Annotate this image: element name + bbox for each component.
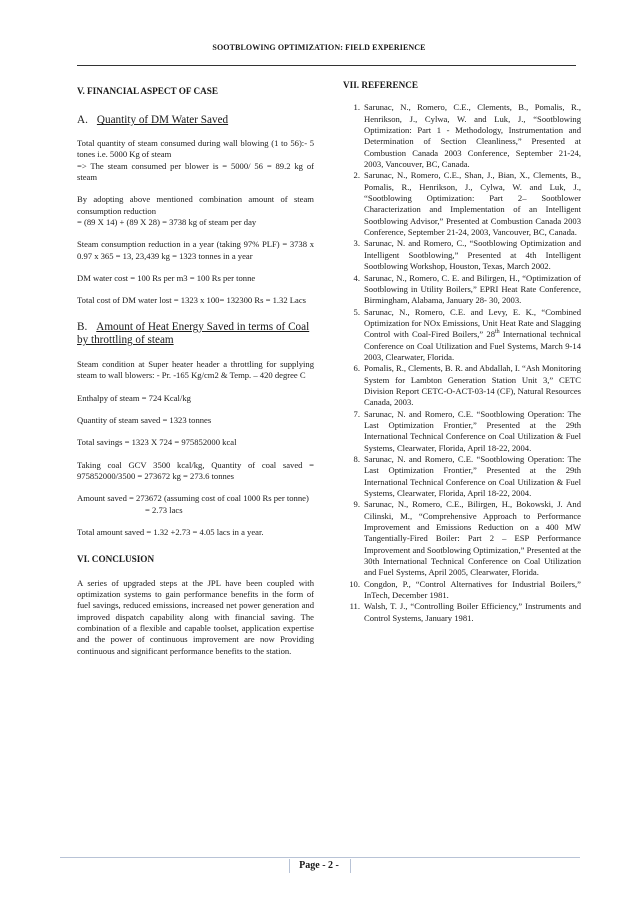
amount-saved-paragraph: Amount saved = 273672 (assuming cost of coal 1000 Rs per tonne) (77, 493, 309, 504)
subsection-b-heading (77, 321, 314, 348)
reference-item: 4. Sarunac, N., Romero, C. E. and Bilirgen, H., “Optimization of Sootblowing in Utility Boilers,” EPRI Heat Rate Conference, Birmingham, Alabama, January 28- 30, 2003. (353, 272, 581, 306)
subsection-b-label: B. (77, 320, 88, 333)
right-column (343, 80, 581, 624)
steam-condition-paragraph: Steam condition at Super heater header a throttling for supplying steam to wall blowers: - Pr. -165 Kg/cm2 & Temp. – 420 degree C (77, 358, 314, 381)
yearly-reduction-paragraph: Steam consumption reduction in a year (taking 97% PLF) = 3738 x 0.97 x 365 = 13, 23,439 kg = 1323 tonnes in a year (77, 239, 314, 261)
reference-list (343, 102, 581, 624)
conclusion-paragraph: A series of upgraded steps at the JPL have been coupled with optimization systems to gain performance benefits in the form of fuel savings, reduced emissions, increased net power generation and improved dispatch capability along with financial saving. The combination of a flexible and capable toolset, application expertise and the power of continuous improvement are now Providing continuous and significant performance benefits to the station. (77, 577, 314, 656)
reference-item: 5. Sarunac, N., Romero, C.E. and Levy, E. K., “Combined Optimization for NOx Emissions, Unit Heat Rate and Slagging Control with Coal-Fired Boilers,” 28th International technical Conference on Coal Utilization and Fuel Systems, March 9-14 2003, Clearwater, Florida. (353, 306, 582, 362)
steam-saved-paragraph: Quantity of steam saved = 1323 tonnes (77, 414, 212, 425)
total-amount-paragraph: Total amount saved = 1.32 +2.73 = 4.05 lacs in a year. (77, 527, 264, 537)
left-column (77, 86, 314, 657)
page-number: Page - 2 - (299, 860, 339, 871)
enthalpy-paragraph: Enthalpy of steam = 724 Kcal/kg (77, 392, 191, 403)
subsection-a-heading (77, 114, 314, 128)
subsection-a-label: A. (77, 114, 88, 127)
dm-water-cost-paragraph: DM water cost = 100 Rs per m3 = 100 Rs per tonne (77, 273, 256, 284)
financial-aspect-heading: V. FINANCIAL ASPECT OF CASE (77, 86, 218, 96)
subsection-b-title: Amount of Heat Energy Saved in terms of Coal by throttling of steam (77, 320, 310, 347)
header-rule (77, 65, 576, 66)
conclusion-heading: VI. CONCLUSION (77, 554, 155, 565)
steam-reduction-paragraph: By adopting above mentioned combination amount of steam consumption reduction = (89 X 14) + (89 X 28) = 3738 kg of steam per day (77, 194, 314, 227)
reference-item: 7. Sarunac, N. and Romero, C.E. “Sootblowing Operation: The Last Optimization Frontier,” Presented at the 29th International Technical Conference on Coal Utilization & Fuel Systems, Clearwater, Florida, April 18-22, 2004. (353, 408, 581, 453)
reference-item: 2. Sarunac, N., Romero, C.E., Shan, J., Bian, X., Clements, B., Pomalis, R., Henrikson, J., Cylwa, W. and Luk, J., “Sootblowing Optimization: Part 2– Sootblower Characterization and Implementation of an Intelligent Sootblowing Advisor,” Presented at Combustion Canada 2003 Conference, September 21-24, 2003, Vancouver, BC, Canada. (353, 170, 581, 238)
reference-item: 1. Sarunac, N., Romero, C.E., Clements, B., Pomalis, R., Henrikson, J., Cylwa, W. and Luk, J., “Sootblowing Optimization: Part 1 - Methodology, Instrumentation and Determination of Section Cleanliness,” Presented at Combustion Canada 2003 Conference, September 21-24, 2003, Vancouver, BC, Canada. (353, 102, 581, 170)
reference-item: 10. Congdon, P., “Control Alternatives for Industrial Boilers,” InTech, December 1981. (349, 578, 581, 601)
steam-consumed-paragraph: Total quantity of steam consumed during wall blowing (1 to 56):- 5 tones i.e. 5000 Kg of steam => The steam consumed per blower is = 5000/ 56 = 89.2 kg of steam (77, 137, 314, 182)
reference-item: 11. Walsh, T. J., “Controlling Boiler Efficiency,” Instruments and Control Systems, January 1981. (349, 601, 581, 623)
subsection-a-title: Quantity of DM Water Saved (96, 114, 229, 127)
reference-item: 9. Sarunac, N., Romero, C.E., Bilirgen, H., Bokowski, J. And Cilinski, M., “Comprehensive Approach to Performance Improvement and Emissions Reduction on a 400 MW Tangentially-Fired Boiler: Part 2 – ESP Performance Improvement and Sootblowing Optimization,” Presented at the 30th International Technical Conference on Coal Utilization and Fuel Systems, April 2005, Clearwater, Florida. (353, 499, 581, 578)
total-savings-paragraph: Total savings = 1323 X 724 = 975852000 kcal (77, 437, 237, 448)
reference-item: 8. Sarunac, N. and Romero, C.E. “Sootblowing Operation: The Last Optimization Frontier,” Presented at the 29th International Technical Conference on Coal Utilization & Fuel Systems, Clearwater, Florida, April 18-22, 2004. (353, 454, 581, 499)
amount-value-line: = 2.73 lacs (145, 504, 183, 515)
coal-saved-paragraph: Taking coal GCV 3500 kcal/kg, Quantity of coal saved = 975852000/3500 = 273672 kg = 273.6 tonnes (77, 459, 314, 481)
reference-item: 3. Sarunac, N. and Romero, C., “Sootblowing Optimization and Intelligent Sootblowing,” Presented at 4th Intelligent Sootblowing Workshop, Houston, Texas, March 2002. (353, 238, 581, 272)
reference-heading: VII. REFERENCE (343, 80, 419, 90)
dm-water-lost-paragraph: Total cost of DM water lost = 1323 x 100= 132300 Rs = 1.32 Lacs (77, 295, 306, 306)
footer-rule (60, 857, 580, 858)
running-header: SOOTBLOWING OPTIMIZATION: FIELD EXPERIENCE (212, 43, 426, 52)
reference-item: 6. Pomalis, R., Clements, B. R. and Abdallah, I. “Ash Monitoring System for Lambton Generation Station Unit 3,” CETC Division Report CETC-O-ACT-03-14 (CF), Natural Resources Canada, 2003. (353, 363, 581, 408)
